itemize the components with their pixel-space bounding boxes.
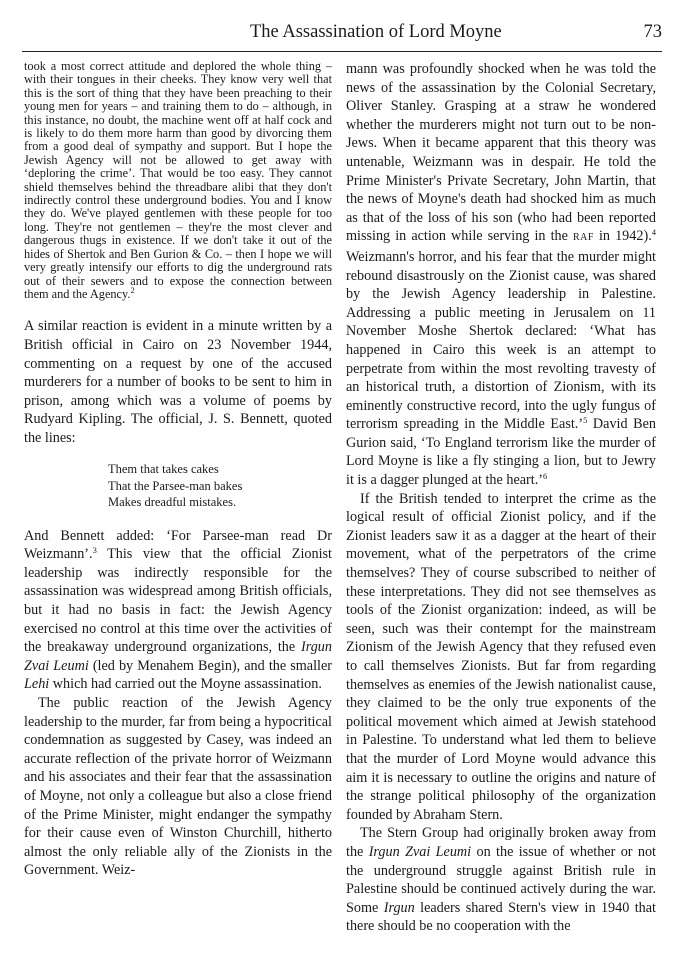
paragraph-text: leaders shared Stern's view in 1940 that there should be no cooperation with the bbox=[346, 899, 656, 935]
block-quote bbox=[24, 60, 332, 301]
paragraph-text: on the issue of whether or not the underground struggle against British rule in Palestine should be continued actively during the war. Some bbox=[346, 843, 656, 916]
footnote-ref: 2 bbox=[130, 284, 135, 295]
paragraph-text: A similar reaction is evident in a minute written by a British official in Cairo on 23 November 1944, commenting on a request by one of the accused murderers for a number of books to be sent to him in prison, among which was a volume of poems by Rudyard Kipling. The official, J. S. Bennett, quoted the lines: bbox=[24, 318, 332, 446]
paragraph-text: which had carried out the Moyne assassination. bbox=[49, 676, 322, 693]
paragraph-text: The Stern Group had originally broken away from the bbox=[346, 825, 656, 860]
footnote-ref: 5 bbox=[583, 415, 588, 426]
running-header bbox=[22, 22, 662, 48]
footnote-ref: 6 bbox=[542, 471, 548, 482]
paragraph-text: And Bennett added: ‘For Parsee-man read Dr Weizmann’. bbox=[24, 527, 332, 563]
organization-name: Irgun Zvai Leumi bbox=[24, 639, 332, 674]
left-column bbox=[24, 60, 332, 880]
body-paragraph bbox=[24, 694, 332, 880]
block-quote-text: took a most correct attitude and deplored the whole thing – with their tongues in their cheeks. They know very well that this is the sort of thing that they have been preaching to their young men for years – and training them to do – although, in this instance, no doubt, the machine went off at half cock and is likely to do them more harm than good by divorcing them from a good deal of sympathy and support. But I hope the Jewish Agency will not be allowed to get away with ‘deploring the crime’. That would be too easy. They cannot shield themselves behind the threadbare alibi that they don't indirectly control these underground bodies. You and I know they do. We've played gentlemen with these people for too long. They're not gentlemen – they're the most clever and dangerous thugs in existence. If we don't take it out of the hides of Shertok and Ben Gurion & Co. – then I hope we will very greatly intensify our efforts to dig the underground rats out of their sewers and to expose the connection between them and the Agency. bbox=[24, 59, 332, 301]
organization-name: Lehi bbox=[24, 676, 50, 693]
right-column bbox=[346, 60, 656, 936]
paragraph-text: in 1942). bbox=[593, 228, 652, 245]
body-paragraph bbox=[24, 317, 332, 447]
paragraph-text: This view that the official Zionist leadership was indirectly responsible for the assassination was widespread among British officials, but it had no basis in fact: the Jewish Agency exercised no control at this time over the activities of the breakaway underground organizations, the bbox=[24, 546, 332, 656]
page-number: 73 bbox=[643, 22, 662, 42]
footnote-ref: 3 bbox=[92, 545, 97, 556]
paragraph-text: (led by Menahem Begin), and the smaller bbox=[88, 657, 332, 674]
body-paragraph bbox=[346, 60, 656, 490]
paragraph-text: Weizmann's horror, and his fear that the murder might rebound disastrously on the Zionist cause, was shared by the Jewish Agency leadership in Palestine. Addressing a public meeting in Jerusalem on 11 November Moshe Shertok declared: ‘What has happened in Cairo this week is an attempt to perpetrate from within the most revolting travesty of an historical truth, a distortion of Zionism, with its eminently constructive record, into the ugly fungus of terrorism spreading in the Middle East.’ bbox=[346, 248, 656, 433]
verse-line: Makes dreadful mistakes. bbox=[108, 495, 237, 510]
paragraph-text: David Ben Gurion said, ‘To England terrorism like the murder of Lord Moyne is like a fly stinging a lion, but to Jewry it is a dagger plunged at the heart.’ bbox=[346, 416, 656, 489]
body-paragraph bbox=[346, 824, 656, 936]
footnote-ref: 4 bbox=[651, 227, 656, 238]
chapter-title: The Assassination of Lord Moyne bbox=[250, 22, 502, 42]
verse-quote bbox=[108, 461, 332, 510]
body-paragraph bbox=[346, 490, 656, 825]
paragraph-text: mann was profoundly shocked when he was told the news of the assassination by the Colonial Secretary, Oliver Stanley. Grasping at a straw he wondered whether the murderers might not turn out to be non-Jews. When it became apparent that this theory was untenable, Weizmann was in despair. He told the Prime Minister's Private Secretary, John Martin, that the news of Moyne's death had shocked him as much as that of the loss of his son (who had been reported missing in action while serving in the bbox=[346, 61, 656, 245]
body-paragraph bbox=[24, 527, 332, 694]
paragraph-text: The public reaction of the Jewish Agency leadership to the murder, far from being a hypocritical condemnation as suggested by Casey, was indeed an accurate reflection of the private horror of Weizmann and his associates and their fear that the assassination of Moyne, not only a colleague but also a close friend of the Prime Minister, might endanger the sympathy for their cause even of Winston Churchill, hitherto almost the only reliable ally of the Zionists in the Government. Weiz- bbox=[24, 695, 332, 879]
verse-line: That the Parsee-man bakes bbox=[108, 478, 243, 493]
abbreviation: RAF bbox=[572, 232, 594, 244]
organization-name: Irgun Zvai Leumi bbox=[368, 843, 472, 860]
verse-line: Them that takes cakes bbox=[108, 462, 219, 477]
header-rule bbox=[22, 51, 662, 52]
paragraph-text: If the British tended to interpret the crime as the logical result of official Zionist policy, and if the Zionist leaders saw it as a dagger at the heart of their movement, what of the perpetrators of the crime themselves? They of course subscribed to neither of these interpretations. They did not see themselves as tools of the Zionist organization: indeed, as will be seen, such was their contempt for the mainstream Zionism of the Jewish Agency that they refused even to call themselves Zionists. But far from regarding themselves as enemies of the Jewish nationalist cause, they claimed to be the only true exponents of the political movement which aimed at Jewish statehood in Palestine. To understand what led them to believe that the murder of Lord Moyne would advance this aim it is necessary to outline the origins and nature of the strange political philosophy of the organization founded by Abraham Stern. bbox=[346, 490, 656, 823]
organization-name: Irgun bbox=[383, 899, 415, 916]
